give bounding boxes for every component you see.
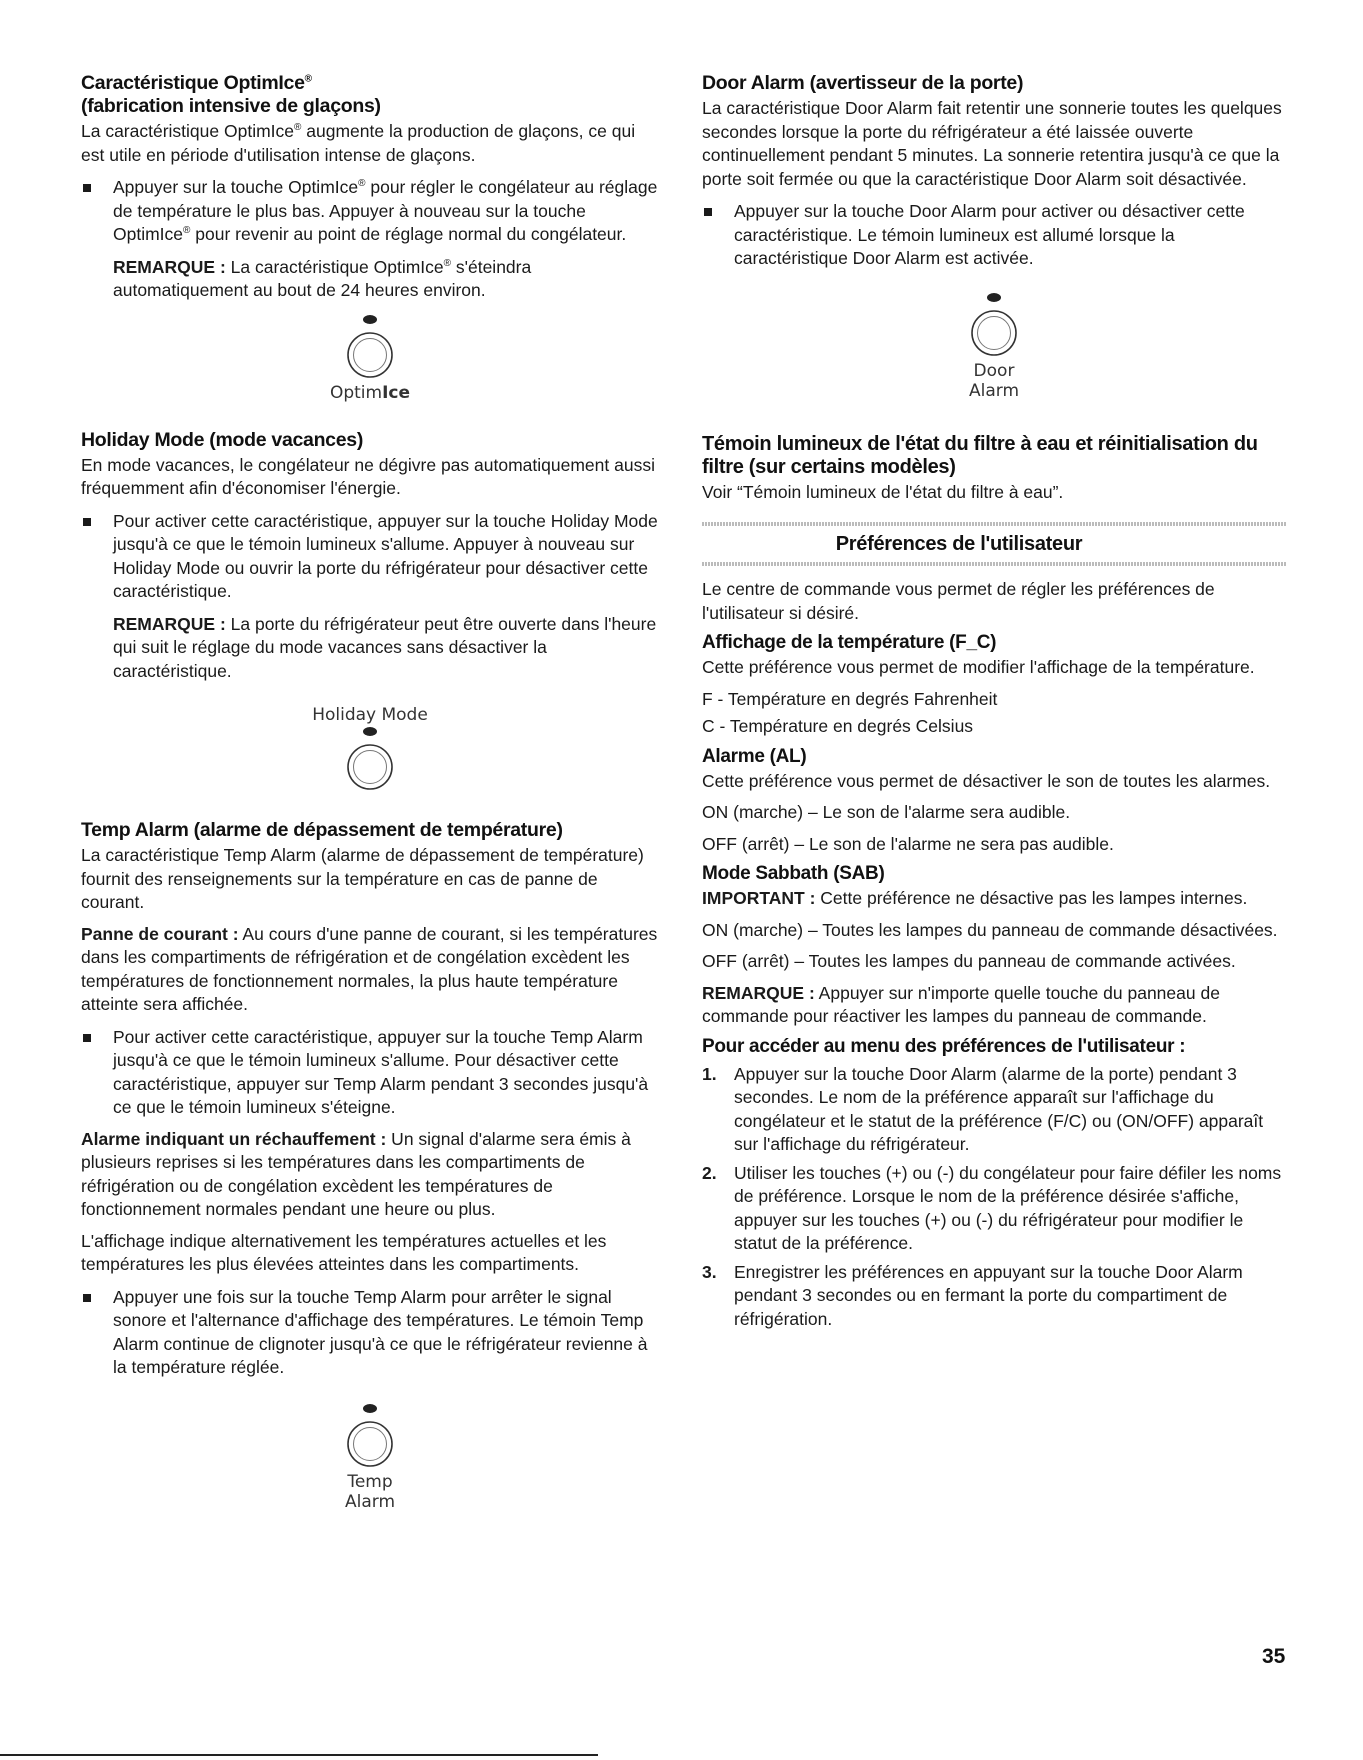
temp-display-f: F - Température en degrés Fahrenheit (702, 688, 998, 709)
indicator-light-icon (363, 315, 377, 324)
button-icon (346, 1420, 394, 1468)
preferences-intro: Le centre de commande vous permet de régler les préférences de l'utilisateur si désiré. (702, 579, 1215, 623)
alarm-section (702, 745, 1286, 857)
left-column (81, 72, 659, 1512)
list-item: Appuyer sur la touche OptimIce® pour régler le congélateur au réglage de température le plus bas. Appuyer à nouveau sur la touche OptimIce® pour revenir au point de réglage normal du congélateur. (81, 176, 659, 247)
list-item: Pour activer cette caractéristique, appuyer sur la touche Holiday Mode jusqu'à ce que le témoin lumineux s'allume. Appuyer à nouveau sur Holiday Mode ou ouvrir la porte du réfrigérateur pour désactiver cette caractéristique. (81, 510, 659, 604)
temp-alarm-button-figure (81, 1404, 659, 1512)
sabbath-section (702, 862, 1286, 1029)
warming-alarm-text: Alarme indiquant un réchauffement : Un signal d'alarme sera émis à plusieurs reprises si les températures dans les compartiments de réfrigération ou de congélation excèdent les températures de fonctionnement normales pendant une heure ou plus. (81, 1128, 631, 1219)
temp-alarm-bullets-1 (81, 1026, 659, 1120)
holiday-intro: En mode vacances, le congélateur ne dégivre pas automatiquement aussi fréquemment afin d'économiser l'énergie. (81, 454, 655, 498)
sabbath-note: REMARQUE : Appuyer sur n'importe quelle touche du panneau de commande pour réactiver les lampes du panneau de commande. (702, 982, 1220, 1026)
preferences-title: Préférences de l'utilisateur (835, 533, 1083, 555)
list-item: Pour activer cette caractéristique, appuyer sur la touche Temp Alarm jusqu'à ce que le témoin lumineux s'allume. Pour désactiver cette caractéristique, appuyer sur Temp Alarm pendant 3 secondes jusqu'à ce que le témoin lumineux s'éteigne. (81, 1026, 659, 1120)
holiday-section (81, 429, 659, 792)
list-item: 3. Enregistrer les préférences en appuyant sur la touche Door Alarm pendant 3 secondes ou en fermant la porte du compartiment de réfrigération. (702, 1261, 1243, 1329)
temp-alarm-section (81, 819, 659, 1512)
temp-display-title: Affichage de la température (F_C) (702, 632, 997, 653)
filter-section (702, 433, 1286, 505)
holiday-bullets (81, 510, 659, 604)
optimice-bullets (81, 176, 659, 247)
door-alarm-section (702, 72, 1286, 401)
filter-text: Voir “Témoin lumineux de l'état du filtre à eau”. (702, 481, 1064, 502)
holiday-button-caption: Holiday Mode (312, 705, 428, 725)
divider (0, 1754, 598, 1756)
temp-alarm-button-caption: Temp Alarm (344, 1471, 396, 1512)
holiday-note: REMARQUE : La porte du réfrigérateur peut être ouverte dans l'heure qui suit le réglage du mode vacances sans désactiver la caractéristique. (113, 613, 657, 681)
temp-alarm-title: Temp Alarm (alarme de dépassement de température) (81, 819, 563, 841)
list-item: Appuyer une fois sur la touche Temp Alarm pour arrêter le signal sonore et l'alternance d'affichage des températures. Le témoin Temp Alarm continue de clignoter jusqu'à ce que le réfrigérateur revienne à la température réglée. (81, 1286, 659, 1380)
optimice-intro: La caractéristique OptimIce® augmente la production de glaçons, ce qui est utile en période d'utilisation intense de glaçons. (81, 121, 636, 165)
page-number: 35 (1262, 1645, 1286, 1668)
list-item: 1. Appuyer sur la touche Door Alarm (alarme de la porte) pendant 3 secondes. Le nom de la préférence apparaît sur l'affichage du congélateur et le statut de la préférence (F/C) ou (ON/OFF) apparaît sur l'affichage du réfrigérateur. (702, 1063, 1264, 1154)
divider (702, 562, 1286, 566)
access-title: Pour accéder au menu des préférences de l'utilisateur : (702, 1035, 1186, 1057)
optimice-section (81, 72, 659, 403)
sabbath-off: OFF (arrêt) – Toutes les lampes du panneau de commande activées. (702, 951, 1236, 971)
display-alternating-text: L'affichage indique alternativement les températures actuelles et les températures les plus élevées atteintes dans les compartiments. (81, 1230, 607, 1274)
door-alarm-button-caption: Door Alarm (968, 360, 1020, 401)
door-alarm-intro: La caractéristique Door Alarm fait retentir une sonnerie toutes les quelques secondes lorsque la porte du réfrigérateur a été laissée ouverte continuellement pendant 5 minutes. La sonnerie retentira jusqu'à ce que la porte soit fermée ou que la caractéristique Door Alarm soit désactivée. (702, 98, 1282, 189)
preferences-header (702, 522, 1286, 566)
alarm-title: Alarme (AL) (702, 745, 807, 767)
alarm-on: ON (marche) – Le son de l'alarme sera audible. (702, 802, 1071, 822)
temp-alarm-bullets-2 (81, 1286, 659, 1380)
list-item: Appuyer sur la touche Door Alarm pour activer ou désactiver cette caractéristique. Le témoin lumineux est allumé lorsque la caractéristique Door Alarm est activée. (702, 200, 1286, 271)
temp-display-section (702, 631, 1286, 739)
filter-title: Témoin lumineux de l'état du filtre à eau et réinitialisation du filtre (sur certains modèles) (702, 432, 1258, 478)
alarm-off: OFF (arrêt) – Le son de l'alarme ne sera pas audible. (702, 833, 1114, 854)
door-alarm-bullets (702, 200, 1286, 271)
button-icon (970, 309, 1018, 357)
indicator-light-icon (363, 727, 377, 736)
optimice-button-figure (81, 315, 659, 403)
holiday-title: Holiday Mode (mode vacances) (81, 428, 364, 451)
indicator-light-icon (363, 1404, 377, 1413)
right-column (702, 72, 1286, 1331)
sabbath-on: ON (marche) – Toutes les lampes du panneau de commande désactivées. (702, 919, 1278, 940)
indicator-light-icon (987, 293, 1001, 302)
button-icon (346, 331, 394, 379)
power-failure-text: Panne de courant : Au cours d'une panne de courant, si les températures dans les compartiments de réfrigération et de congélation excèdent les températures de fonctionnement normales, la plus haute température atteinte sera affichée. (81, 923, 658, 1014)
list-item: 2. Utiliser les touches (+) ou (-) du congélateur pour faire défiler les noms de préférence. Lorsque le nom de la préférence désirée s'affiche, appuyer sur les touches (+) ou (-) du réfrigérateur pour modifier le statut de la préférence. (702, 1162, 1282, 1253)
temp-display-text: Cette préférence vous permet de modifier l'affichage de la température. (702, 657, 1255, 677)
optimice-note: REMARQUE : La caractéristique OptimIce® s'éteindra automatiquement au bout de 24 heures environ. (113, 256, 532, 300)
access-section (702, 1035, 1286, 1332)
optimice-button-caption: OptimIce (329, 382, 411, 403)
alarm-text: Cette préférence vous permet de désactiver le son de toutes les alarmes. (702, 770, 1271, 791)
button-icon (346, 743, 394, 791)
access-steps (702, 1063, 1286, 1332)
door-alarm-title: Door Alarm (avertisseur de la porte) (702, 72, 1024, 94)
sabbath-important: IMPORTANT : Cette préférence ne désactive pas les lampes internes. (702, 888, 1248, 908)
holiday-button-figure (81, 705, 659, 791)
divider (702, 522, 1286, 526)
temp-alarm-intro: La caractéristique Temp Alarm (alarme de dépassement de température) fournit des renseignements sur la température en cas de panne de courant. (81, 845, 644, 912)
temp-display-c: C - Température en degrés Celsius (702, 716, 974, 736)
sabbath-title: Mode Sabbath (SAB) (702, 863, 885, 884)
optimice-title: Caractéristique OptimIce® (fabrication intensive de glaçons) (81, 72, 381, 117)
door-alarm-button-figure (702, 293, 1286, 401)
